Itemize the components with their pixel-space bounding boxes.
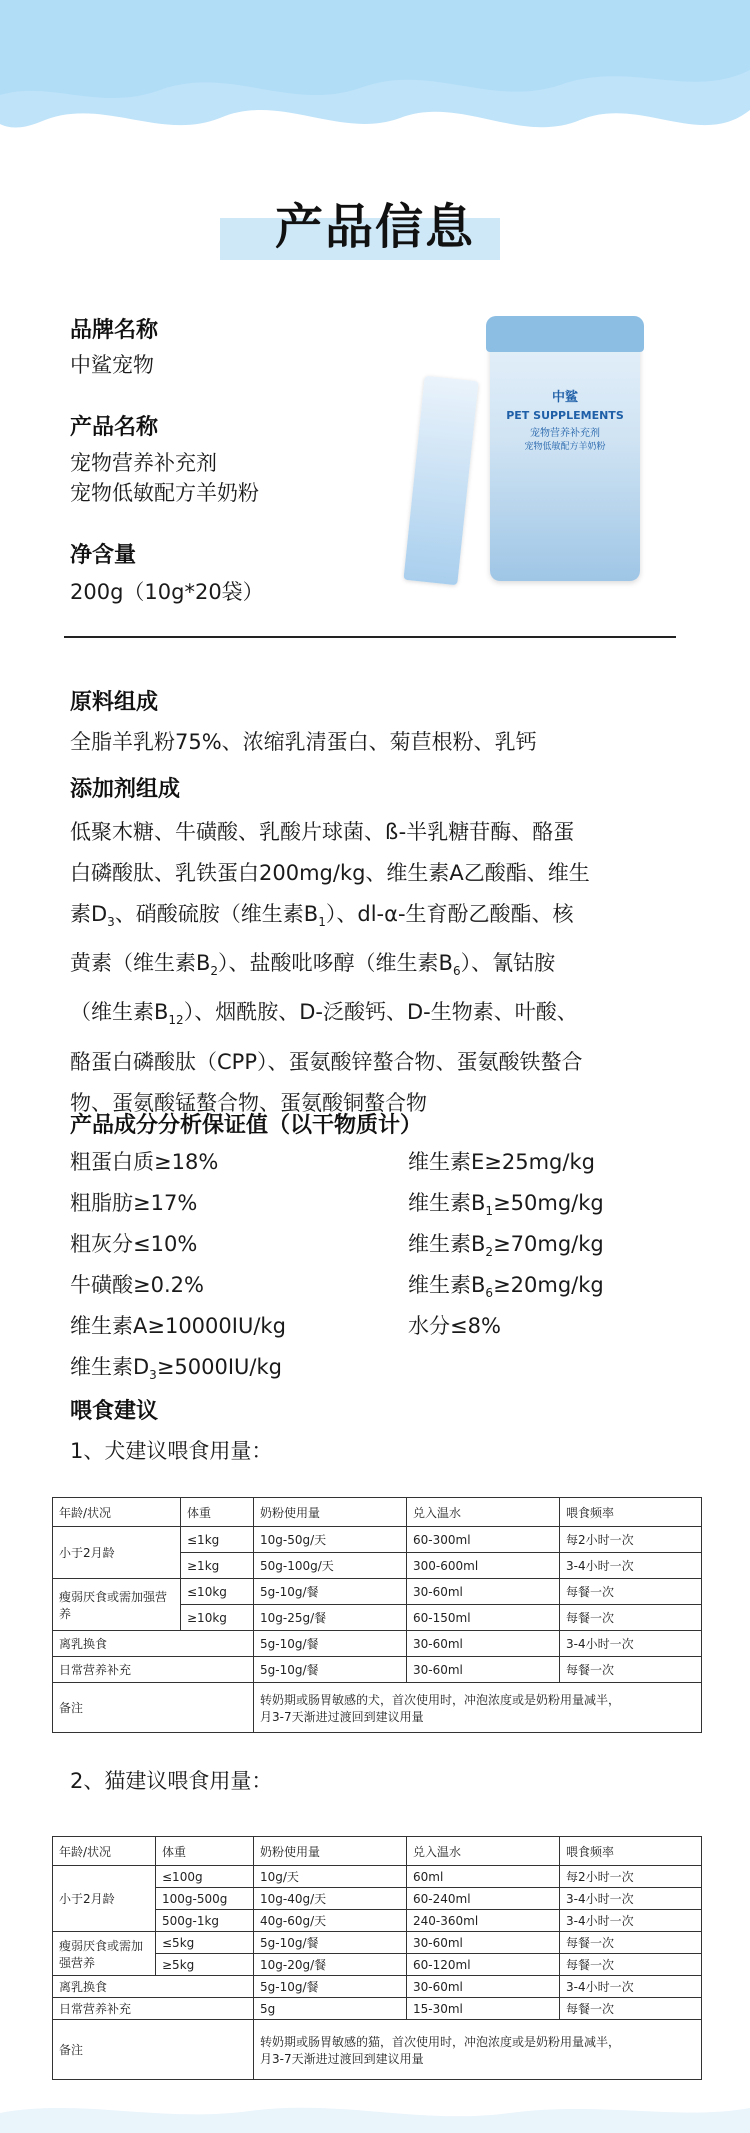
can-image [490, 326, 640, 581]
table-cell: 60-150ml [407, 1605, 560, 1631]
table-cell: ≤100g [156, 1866, 254, 1888]
table-header-row [53, 1837, 702, 1866]
note-cell [254, 1683, 702, 1733]
additives-line: （维生素$B_{12}$）、烟酰胺、D-泛酸钙、D-生物素、叶酸、 [70, 1000, 578, 1028]
table-header: 体重 [156, 1837, 254, 1866]
ingredients-value: 全脂羊乳粉75%、浓缩乳清蛋白、菊苣根粉、乳钙 [70, 730, 537, 754]
analysis-item: 粗蛋白质≥18% [70, 1150, 219, 1174]
table-cell: 备注 [53, 2020, 254, 2080]
table-header: 兑入温水 [407, 1837, 560, 1866]
table-row [53, 1932, 702, 1954]
analysis-item: 维生素$B_1\ge 50mg/kg$ [408, 1191, 604, 1219]
table-cell: 3-4小时一次 [560, 1553, 702, 1579]
table-cell: ≥10kg [181, 1605, 254, 1631]
analysis-item: 维生素$D_3\ge 5000IU/kg$ [70, 1355, 282, 1383]
table-cell: 每餐一次 [560, 1579, 702, 1605]
table-header: 喂食频率 [560, 1498, 702, 1527]
can-label [505, 386, 625, 452]
table-row [53, 1866, 702, 1888]
cat-feeding-title: 2、猫建议喂食用量： [70, 1769, 273, 1793]
additives-line: 黄素（维生素$B_2$）、盐酸吡哆醇（维生素$B_6$）、氰钴胺 [70, 951, 556, 979]
note-cell [254, 2020, 702, 2080]
table-cell: 100g-500g [156, 1888, 254, 1910]
table-cell: 3-4小时一次 [560, 1888, 702, 1910]
table-cell: 5g [254, 1998, 407, 2020]
table-cell: 30-60ml [407, 1631, 560, 1657]
additives-label: 添加剂组成 [70, 777, 181, 802]
table-cell: ≤10kg [181, 1579, 254, 1605]
table-cell: 小于2月龄 [53, 1866, 156, 1932]
dog-feeding-title: 1、犬建议喂食用量： [70, 1439, 273, 1463]
table-row [53, 1657, 702, 1683]
note-line: 转奶期或肠胃敏感的犬，首次使用时，冲泡浓度或是奶粉用量减半， [260, 1692, 621, 1707]
table-cell: 离乳换食 [53, 1631, 254, 1657]
product-line-2: 宠物低敏配方羊奶粉 [70, 481, 259, 505]
note-line: 月3-7天渐进过渡回到建议用量 [260, 2051, 424, 2066]
additives-line: 低聚木糖、牛磺酸、乳酸片球菌、ß-半乳糖苷酶、酪蛋 [70, 820, 575, 844]
page-title: 产品信息 [274, 199, 475, 255]
section-divider [64, 636, 676, 638]
feeding-label: 喂食建议 [70, 1399, 159, 1424]
table-cell: 30-60ml [407, 1657, 560, 1683]
product-image [410, 316, 650, 596]
can-sub-2: 宠物低敏配方羊奶粉 [524, 442, 606, 452]
table-row [53, 1527, 702, 1553]
table-cell: 60-300ml [407, 1527, 560, 1553]
table-cell: 3-4小时一次 [560, 1631, 702, 1657]
product-label: 产品名称 [70, 415, 159, 440]
table-cell: 15-30ml [407, 1998, 560, 2020]
table-cell: 3-4小时一次 [560, 1976, 702, 1998]
additives-line: 白磷酸肽、乳铁蛋白200mg/kg、维生素A乙酸酯、维生 [70, 861, 590, 885]
table-cell: ≤5kg [156, 1932, 254, 1954]
ingredients-label: 原料组成 [70, 690, 159, 715]
table-cell: 50g-100g/天 [254, 1553, 407, 1579]
can-title: PET SUPPLEMENTS [506, 409, 624, 422]
sachet-image [403, 376, 478, 586]
table-cell: 瘦弱厌食或需加强营养 [53, 1579, 181, 1631]
can-lid [486, 316, 644, 352]
table-cell: 10g-25g/餐 [254, 1605, 407, 1631]
table-cell: 10g-20g/餐 [254, 1954, 407, 1976]
cat-feeding-table [52, 1836, 702, 2080]
note-line: 月3-7天渐进过渡回到建议用量 [260, 1709, 424, 1724]
table-cell: 小于2月龄 [53, 1527, 181, 1579]
note-line: 转奶期或肠胃敏感的猫，首次使用时，冲泡浓度或是奶粉用量减半， [260, 2034, 621, 2049]
product-line-1: 宠物营养补充剂 [70, 451, 217, 475]
analysis-item: 牛磺酸≥0.2% [70, 1273, 204, 1297]
table-cell: 500g-1kg [156, 1910, 254, 1932]
bottom-wave-decoration [0, 2093, 750, 2133]
table-cell: 60-120ml [407, 1954, 560, 1976]
analysis-item: 维生素E≥25mg/kg [408, 1150, 595, 1174]
table-cell: 60ml [407, 1866, 560, 1888]
net-value: 200g（10g*20袋） [70, 580, 264, 604]
table-cell: 3-4小时一次 [560, 1910, 702, 1932]
table-cell: 5g-10g/餐 [254, 1976, 407, 1998]
table-row [53, 1998, 702, 2020]
table-cell: 10g-40g/天 [254, 1888, 407, 1910]
can-sub-1: 宠物营养补充剂 [530, 428, 600, 439]
table-header-row [53, 1498, 702, 1527]
additives-line: 物、蛋氨酸锰螯合物、蛋氨酸铜螯合物 [70, 1090, 427, 1115]
can-brand: 中鲨 [551, 390, 578, 405]
analysis-item: 维生素A≥10000IU/kg [70, 1314, 286, 1338]
brand-value: 中鲨宠物 [70, 353, 154, 377]
table-cell: 30-60ml [407, 1932, 560, 1954]
table-cell: 10g-50g/天 [254, 1527, 407, 1553]
table-row [53, 1683, 702, 1733]
top-wave-decoration [0, 0, 750, 150]
table-cell: 日常营养补充 [53, 1998, 254, 2020]
table-header: 体重 [181, 1498, 254, 1527]
table-row [53, 1976, 702, 1998]
additives-line: 酪蛋白磷酸肽（CPP）、蛋氨酸锌螯合物、蛋氨酸铁螯合 [70, 1049, 583, 1074]
net-label: 净含量 [70, 543, 137, 568]
table-cell: 300-600ml [407, 1553, 560, 1579]
table-cell: ≤1kg [181, 1527, 254, 1553]
brand-label: 品牌名称 [70, 318, 159, 343]
table-cell: 40g-60g/天 [254, 1910, 407, 1932]
analysis-label: 产品成分分析保证值（以干物质计） [70, 1113, 423, 1138]
additives-line: 素$D_3$、硝酸硫胺（维生素$B_1$）、dl-α-生育酚乙酸酯、核 [70, 902, 574, 930]
table-cell: 每2小时一次 [560, 1527, 702, 1553]
dog-feeding-table [52, 1497, 702, 1733]
analysis-item: 粗脂肪≥17% [70, 1191, 198, 1215]
table-header: 奶粉使用量 [254, 1498, 407, 1527]
table-cell: 5g-10g/餐 [254, 1932, 407, 1954]
table-header: 奶粉使用量 [254, 1837, 407, 1866]
table-cell: 每餐一次 [560, 1605, 702, 1631]
table-cell: 30-60ml [407, 1579, 560, 1605]
analysis-item: 粗灰分≤10% [70, 1232, 198, 1256]
table-cell: 离乳换食 [53, 1976, 254, 1998]
table-cell: 瘦弱厌食或需加强营养 [53, 1932, 156, 1976]
table-row [53, 2020, 702, 2080]
analysis-left-column [70, 1142, 286, 1388]
analysis-item: 维生素$B_2\ge 70mg/kg$ [408, 1232, 604, 1260]
analysis-item: 水分≤8% [408, 1314, 501, 1338]
table-cell: 5g-10g/餐 [254, 1579, 407, 1605]
analysis-right-column [408, 1142, 604, 1347]
table-cell: 5g-10g/餐 [254, 1631, 407, 1657]
analysis-item: 维生素$B_6\ge 20mg/kg$ [408, 1273, 604, 1301]
table-cell: 60-240ml [407, 1888, 560, 1910]
additives-value [70, 812, 710, 1124]
table-cell: 每餐一次 [560, 1954, 702, 1976]
table-cell: 5g-10g/餐 [254, 1657, 407, 1683]
table-row [53, 1631, 702, 1657]
table-cell: 备注 [53, 1683, 254, 1733]
table-cell: 每餐一次 [560, 1998, 702, 2020]
table-cell: 每餐一次 [560, 1657, 702, 1683]
table-cell: 10g/天 [254, 1866, 407, 1888]
table-cell: ≥1kg [181, 1553, 254, 1579]
table-cell: 每2小时一次 [560, 1866, 702, 1888]
table-cell: 240-360ml [407, 1910, 560, 1932]
table-cell: 每餐一次 [560, 1932, 702, 1954]
table-cell: 30-60ml [407, 1976, 560, 1998]
table-cell: ≥5kg [156, 1954, 254, 1976]
table-cell: 日常营养补充 [53, 1657, 254, 1683]
table-header: 兑入温水 [407, 1498, 560, 1527]
table-header: 年龄/状况 [53, 1498, 181, 1527]
table-header: 喂食频率 [560, 1837, 702, 1866]
table-row [53, 1579, 702, 1605]
table-header: 年龄/状况 [53, 1837, 156, 1866]
